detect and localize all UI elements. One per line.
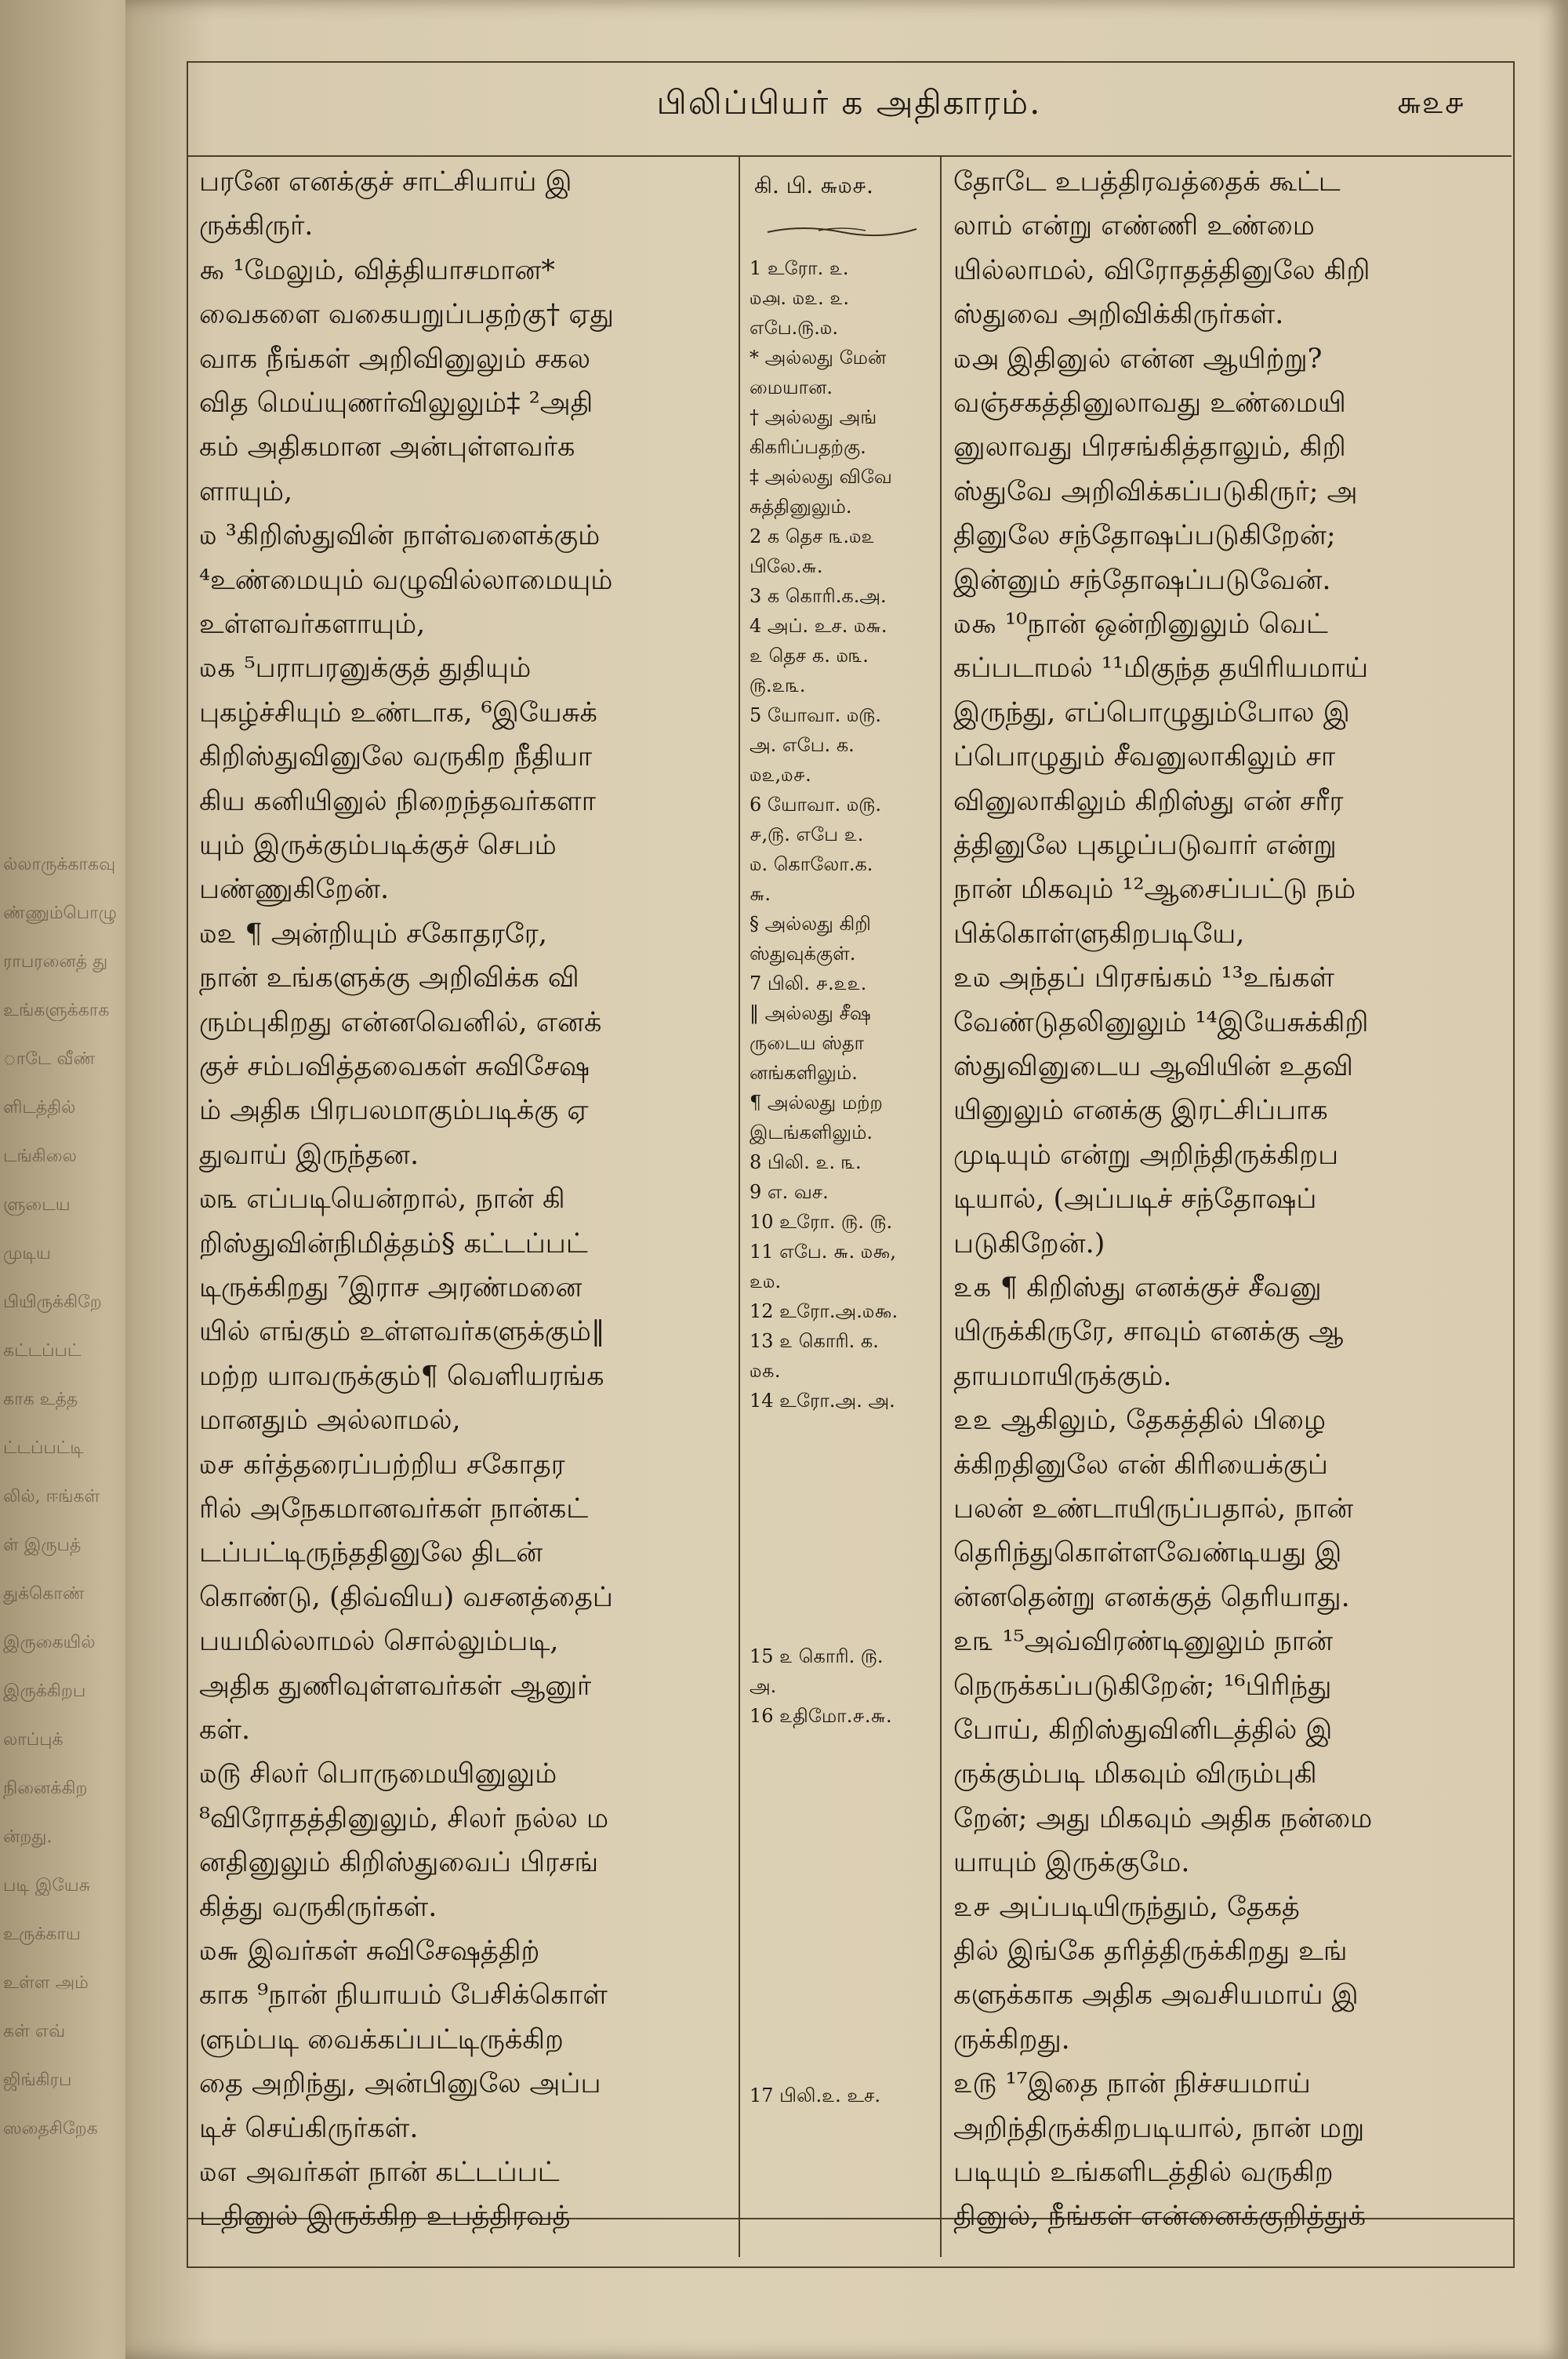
verse-text-line: டியால், (அப்படிச் சந்தோஷப் [953, 1183, 1317, 1216]
verse-text-line: வினுலாகிலும் கிறிஸ்து என் சரீர [953, 785, 1344, 817]
verse-text-line: ௨௪ அப்படியிருந்தும், தேகத் [953, 1891, 1300, 1923]
verse-text-line: டிச் செய்கிருர்கள். [199, 2112, 419, 2144]
facing-page-fragment: லாப்புக் [3, 1730, 64, 1750]
verse-text-line: க்கிறதினுலே என் கிரியைக்குப் [953, 1448, 1328, 1481]
facing-page-fragment: துக்கொண் [3, 1584, 85, 1604]
verse-text-line: றிஸ்துவின்நிமித்தம்§ கட்டப்பட் [199, 1227, 588, 1259]
cross-reference-column [739, 155, 942, 2257]
facing-page-fragment: ட்டப்பட்டி [3, 1438, 84, 1458]
ornament-divider [764, 223, 920, 238]
cross-reference: 2 க தெச ௩.௰௨ [750, 525, 875, 547]
cross-reference: 7 பிலி. ௪.௨௨. [750, 972, 867, 994]
cross-reference: அ. [750, 1675, 777, 1697]
facing-page-fragment: லில், ஈங்கள் [3, 1487, 100, 1507]
verse-text-line: தோடே உபத்திரவத்தைக் கூட்ட [953, 166, 1341, 198]
verse-text-line: காக ⁹நான் நியாயம் பேசிக்கொள் [199, 1979, 608, 2012]
verse-text-line: நான் மிகவும் ¹²ஆசைப்பட்டு நம் [953, 874, 1356, 906]
verse-text-line: தெரிந்துகொள்ளவேண்டியது இ [953, 1537, 1342, 1569]
cross-reference: † அல்லது அங் [750, 406, 877, 428]
cross-reference: 6 யோவா. ௰௫. [750, 794, 881, 816]
cross-reference: 8 பிலி. ௨. ௩. [750, 1151, 862, 1173]
facing-page-fragment: இருக்கிறப [3, 1681, 86, 1701]
verse-text-line: பிக்கொள்ளுகிறபடியே, [953, 918, 1245, 950]
page-header [187, 61, 1512, 157]
cross-reference: இடங்களிலும். [750, 1121, 873, 1143]
cross-reference: 14 உரோ.அ. அ. [750, 1390, 895, 1412]
cross-reference: ஸ்துவுக்குள். [750, 943, 856, 965]
cross-reference: ருடைய ஸ்தா [750, 1032, 865, 1054]
cross-reference: 12 உரோ.அ.௰௯. [750, 1300, 898, 1322]
facing-page-fragment: உங்களுக்காக [3, 1001, 110, 1020]
cross-reference: ௨ தெச க. ௰௩. [750, 645, 869, 667]
cross-reference: 17 பிலி.௨. உச. [750, 2085, 881, 2106]
verse-text-line: புகழ்ச்சியும் உண்டாக, ⁶இயேசுக் [199, 696, 597, 729]
page-title: பிலிப்பியர் க அதிகாரம். [656, 83, 1042, 122]
cross-reference: னங்களிலும். [750, 1062, 858, 1084]
verse-text-line: டிருக்கிறது ⁷இராச அரண்மனை [199, 1272, 583, 1303]
verse-text-line: மானதும் அல்லாமல், [199, 1405, 461, 1437]
verse-text-line: துவாய் இருந்தன. [199, 1139, 419, 1171]
cross-reference: § அல்லது கிறி [750, 913, 871, 935]
facing-page-fragment: ாடே வீண் [3, 1049, 96, 1069]
facing-page-fragment: நினைக்கிற [3, 1779, 88, 1798]
verse-text-line: ௰௩ எப்படியென்றால், நான் கி [199, 1183, 565, 1216]
verse-text-line: ௨௫ ¹⁷இதை நான் நிச்சயமாய் [953, 2068, 1311, 2100]
right-text-column [946, 155, 1504, 2257]
verse-text-line: ன்னதென்று எனக்குத் தெரியாது. [953, 1581, 1350, 1613]
cross-reference: அ. எபே. க. [750, 734, 855, 756]
facing-page-fragment: இருகையில் [3, 1633, 96, 1652]
verse-text-line: ௨௩ ¹⁵அவ்விரண்டினுலும் நான் [953, 1626, 1333, 1658]
facing-page-fragment: பியிருக்கிறே [3, 1292, 102, 1312]
verse-text-line: ௰௫ சிலர் பொருமையினுலும் [199, 1758, 557, 1790]
verse-text-line: ௰௧ ⁵பராபரனுக்குத் துதியும் [199, 652, 532, 685]
cross-reference: 16 ௨திமோ.௪.௬. [750, 1705, 892, 1727]
facing-page-fragment: ஸதைசிறேக [3, 2119, 98, 2139]
verse-text-line: ரில் அநேகமானவர்கள் நான்கட் [199, 1493, 589, 1525]
cross-reference: 13 ௨ கொரி. க. [750, 1330, 879, 1352]
cross-reference: ௰௧. [750, 1360, 781, 1382]
verse-text-line: ௰௪ கர்த்தரைப்பற்றிய சகோதர [199, 1448, 565, 1481]
cross-reference: 4 அப். உச. ௰௬. [750, 615, 887, 637]
verse-text-line: ம் அதிக பிரபலமாகும்படிக்கு ஏ [199, 1095, 589, 1127]
verse-text-line: டதினுல் இருக்கிற உபத்திரவத் [199, 2201, 571, 2233]
cross-reference: ௰௮. ௰௨. ௨. [750, 287, 850, 309]
verse-text-line: யில் எங்கும் உள்ளவர்களுக்கும்‖ [199, 1316, 605, 1348]
facing-page-fragment: ஜிங்கிரப [3, 2070, 72, 2090]
verse-text-line: நெருக்கப்படுகிறேன்; ¹⁶பிரிந்து [953, 1670, 1332, 1702]
cross-reference: ௰௨,௰௪. [750, 764, 811, 786]
verse-text-line: இன்னும் சந்தோஷப்படுவேன். [953, 564, 1331, 596]
facing-page-fragment: உருக்காய [3, 1925, 81, 1944]
verse-text-line: ப்பொழுதும் சீவனுலாகிலும் சா [953, 741, 1336, 773]
page-number: ௬௨௪ [1396, 85, 1465, 121]
facing-page-fragment: கட்டப்பட் [3, 1341, 82, 1361]
cross-reference: ௨௰. [750, 1270, 782, 1292]
verse-text-line: தில் இங்கே தரித்திருக்கிறது உங் [953, 1936, 1348, 1967]
facing-page-fragment: கள் எவ் [3, 2022, 66, 2041]
verse-text-line: ஸ்துவினுடைய ஆவியின் உதவி [953, 1051, 1353, 1082]
verse-text-line: தை அறிந்து, அன்பினுலே அப்ப [199, 2068, 601, 2100]
verse-text-line: கிறிஸ்துவினுலே வருகிற நீதியா [199, 741, 593, 773]
verse-text-line: யிருக்கிருரே, சாவும் எனக்கு ஆ [953, 1316, 1344, 1348]
verse-text-line: பலன் உண்டாயிருப்பதால், நான் [953, 1493, 1354, 1525]
cross-reference: 11 எபே. ௬. ௰௯, [750, 1241, 897, 1263]
cross-reference: ‖ அல்லது சீஷ [750, 1002, 871, 1024]
facing-page-fragment: முடிய [3, 1244, 51, 1263]
cross-reference: ௬. [750, 883, 771, 905]
verse-text-line: ளும்படி வைக்கப்பட்டிருக்கிற [199, 2023, 564, 2055]
year-heading: கி. பி. ௬௰௪. [754, 173, 873, 198]
verse-text-line: னுலாவது பிரசங்கித்தாலும், கிறி [953, 431, 1346, 463]
facing-page-fragment: காக உத்த [3, 1390, 78, 1409]
facing-page-fragment: ளிடத்தில் [3, 1098, 76, 1118]
verse-text-line: ௰௬ இவர்கள் சுவிசேஷத்திற் [199, 1936, 540, 1967]
verse-text-line: ௨௰ அந்தப் பிரசங்கம் ¹³உங்கள் [953, 962, 1334, 994]
cross-reference: 3 க கொரி.க.அ. [750, 585, 887, 607]
facing-page-fragment: ள் இருபத் [3, 1536, 82, 1555]
verse-text-line: யும் இருக்கும்படிக்குச் செபம் [199, 830, 557, 861]
verse-text-line: படியும் உங்களிடத்தில் வருகிற [953, 2157, 1334, 2188]
verse-text-line: லாம் என்று எண்ணி உண்மை [953, 210, 1315, 242]
facing-page-fragment: ன்றது. [3, 1827, 53, 1847]
cross-reference: 9 எ. வச. [750, 1181, 829, 1203]
verse-text-line: த்தினுலே புகழப்படுவார் என்று [953, 830, 1337, 861]
verse-text-line: ௨௧ ¶ கிறிஸ்து எனக்குச் சீவனு [953, 1272, 1322, 1303]
verse-text-line: வைகளை வகையறுப்பதற்கு† ஏது [199, 299, 614, 331]
cross-reference: ௪,௫. எபே ௨. [750, 823, 864, 845]
verse-text-line: யாயும் இருக்குமே. [953, 1847, 1190, 1879]
verse-text-line: ௰௭ அவர்கள் நான் கட்டப்பட் [199, 2157, 560, 2188]
cross-reference: பிலே.௬. [750, 555, 823, 577]
verse-text-line: கப்படாமல் ¹¹மிகுந்த தயிரியமாய் [953, 652, 1369, 685]
left-text-column [191, 155, 732, 2257]
verse-text-line: கித்து வருகிருர்கள். [199, 1891, 437, 1923]
cross-reference: கிகரிப்பதற்கு. [750, 436, 866, 458]
cross-reference: ௰. கொலோ.க. [750, 853, 873, 875]
cross-reference: 5 யோவா. ௰௫. [750, 704, 881, 726]
verse-text-line: வாக நீங்கள் அறிவினுலும் சகல [199, 343, 591, 375]
facing-page-fragment: உள்ள அம் [3, 1973, 89, 1993]
verse-text-line: கள். [199, 1714, 251, 1746]
verse-text-line: ருக்கிருர். [199, 210, 314, 242]
verse-text-line: வித மெய்யுணர்விலுலும்‡ ²அதி [199, 387, 593, 419]
cross-reference: 15 ௨ கொரி. ௫. [750, 1645, 884, 1667]
verse-text-line: பயமில்லாமல் சொல்லும்படி, [199, 1626, 559, 1658]
facing-page-fragment: ளுடைய [3, 1195, 71, 1215]
verse-text-line: ௨௨ ஆகிலும், தேகத்தில் பிழை [953, 1405, 1326, 1437]
verse-text-line: ளாயும், [199, 475, 293, 507]
cross-reference: 1 உரோ. ௨. [750, 257, 849, 279]
verse-text-line: கொண்டு, (திவ்விய) வசனத்தைப் [199, 1581, 613, 1613]
verse-text-line: ஸ்துவை அறிவிக்கிருர்கள். [953, 299, 1284, 331]
facing-page-fragment: டங்கிலை [3, 1147, 77, 1166]
verse-text-line: தினுலே சந்தோஷப்படுகிறேன்; [953, 520, 1336, 552]
verse-text-line: ருக்கிறது. [953, 2023, 1070, 2055]
verse-text-line: முடியும் என்று அறிந்திருக்கிறப [953, 1139, 1339, 1171]
cross-reference: * அல்லது மேன் [750, 347, 887, 369]
verse-text-line: அறிந்திருக்கிறபடியால், நான் மறு [953, 2112, 1365, 2144]
verse-text-line: ௰ ³கிறிஸ்துவின் நாள்வளைக்கும் [199, 520, 601, 552]
verse-text-line: தினுல், நீங்கள் என்னைக்குறித்துக் [953, 2201, 1367, 2233]
verse-text-line: னதினுலும் கிறிஸ்துவைப் பிரசங் [199, 1847, 599, 1879]
verse-text-line: குச் சம்பவித்தவைகள் சுவிசேஷ [199, 1051, 590, 1082]
verse-text-line: ௰௨ ¶ அன்றியும் சகோதரரே, [199, 918, 547, 950]
verse-text-line: றேன்; அது மிகவும் அதிக நன்மை [953, 1802, 1373, 1834]
cross-reference: எபே.௫.௰. [750, 317, 839, 339]
cross-reference: ¶ அல்லது மற்ற [750, 1092, 883, 1114]
verse-text-line: வேண்டுதலினுலும் ¹⁴இயேசுக்கிறி [953, 1006, 1369, 1038]
verse-text-line: தாயமாயிருக்கும். [953, 1360, 1172, 1392]
verse-text-line: நான் உங்களுக்கு அறிவிக்க வி [199, 962, 579, 994]
verse-text-line: அதிக துணிவுள்ளவர்கள் ஆனுர் [199, 1670, 592, 1702]
cross-reference: ௫.௨௩. [750, 674, 806, 696]
cross-reference: ‡ அல்லது விவே [750, 466, 892, 488]
facing-page-fragment: ல்லாருக்காகவு [3, 855, 116, 874]
verse-text-line: களுக்காக அதிக அவசியமாய் இ [953, 1979, 1359, 2012]
cross-reference: சுத்தினுலும். [750, 496, 852, 518]
facing-page-fragment: படி இயேசு [3, 1876, 91, 1896]
verse-text-line: ௯ ¹மேலும், வித்தியாசமான* [199, 254, 555, 286]
verse-text-line: பரனே எனக்குச் சாட்சியாய் இ [199, 166, 572, 198]
verse-text-line: யினுலும் எனக்கு இரட்சிப்பாக [953, 1095, 1328, 1127]
verse-text-line: இருந்து, எப்பொழுதும்போல இ [953, 696, 1350, 729]
cross-reference: 10 உரோ. ௫. ௫. [750, 1211, 893, 1233]
verse-text-line: வஞ்சகத்தினுலாவது உண்மையி [953, 387, 1346, 419]
verse-text-line: ௰௯ ¹⁰நான் ஒன்றினுலும் வெட் [953, 609, 1328, 640]
cross-reference: மையான. [750, 376, 833, 398]
verse-text-line: கிய கனியினுல் நிறைந்தவர்களா [199, 785, 596, 817]
verse-text-line: படுகிறேன்.) [953, 1227, 1105, 1259]
verse-text-line: ரும்புகிறது என்னவெனில், எனக் [199, 1006, 602, 1038]
verse-text-line: ௰௮ இதினுல் என்ன ஆயிற்று? [953, 343, 1323, 375]
verse-text-line: யில்லாமல், விரோதத்தினுலே கிறி [953, 254, 1370, 286]
verse-text-line: போய், கிறிஸ்துவினிடத்தில் இ [953, 1714, 1333, 1746]
verse-text-line: டப்பட்டிருந்ததினுலே திடன் [199, 1537, 543, 1569]
verse-text-line: மற்ற யாவருக்கும்¶ வெளியரங்க [199, 1360, 604, 1392]
facing-page-fragment: ராபரனைத் து [3, 952, 108, 972]
verse-text-line: பண்ணுகிறேன். [199, 874, 390, 906]
verse-text-line: உள்ளவர்களாயும், [199, 609, 426, 640]
verse-text-line: ருக்கும்படி மிகவும் விரும்புகி [953, 1758, 1317, 1790]
verse-text-line: ஸ்துவே அறிவிக்கப்படுகிருர்; அ [953, 475, 1358, 507]
facing-page-fragment: ண்ணும்பொழு [3, 903, 118, 923]
verse-text-line: கம் அதிகமான அன்புள்ளவர்க [199, 431, 575, 463]
verse-text-line: ⁴உண்மையும் வழுவில்லாமையும் [199, 564, 613, 596]
verse-text-line: ⁸விரோதத்தினுலும், சிலர் நல்ல ம [199, 1802, 609, 1834]
